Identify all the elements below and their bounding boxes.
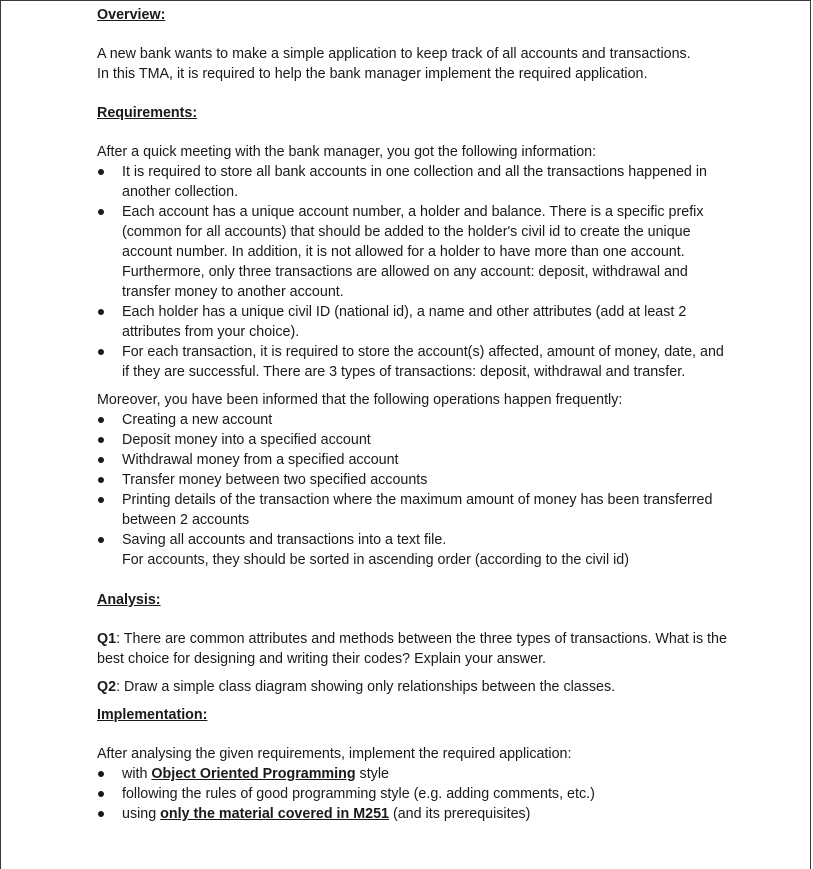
implementation-heading: Implementation: (97, 707, 208, 723)
operations-intro: Moreover, you have been informed that the following operations happen frequently: (97, 392, 623, 408)
q2-text: : Draw a simple class diagram showing only relationships between the classes. (116, 679, 616, 695)
implementation-item (97, 804, 727, 824)
impl-b1-pre: with (122, 766, 152, 782)
analysis-q1 (97, 629, 727, 669)
operation-item: Deposit money into a specified account (97, 430, 727, 450)
requirement-item: Each account has a unique account number, a holder and balance. There is a specific prefix (common for all accounts) that should be added to the holder's civil id to create the unique account number. In addition, it is not allowed for a holder to have more than one account. Furthermore, only three transactions are allowed on any account: deposit, withdrawal and transfer money to another account. (97, 202, 727, 302)
document-body (97, 5, 727, 824)
analysis-q2 (97, 677, 727, 697)
analysis-heading: Analysis: (97, 592, 161, 608)
overview-heading: Overview: (97, 7, 166, 23)
q1-text: : There are common attributes and methods between the three types of transactions. What is the best choice for designing and writing their codes? Explain your answer. (97, 631, 727, 667)
operation-item: Printing details of the transaction where the maximum amount of money has been transferred between 2 accounts (97, 490, 727, 530)
implementation-intro: After analysing the given requirements, implement the required application: (97, 746, 572, 762)
impl-b3-pre: using (122, 806, 161, 822)
operation-item: Transfer money between two specified accounts (97, 470, 727, 490)
operation-item: Creating a new account (97, 410, 727, 430)
impl-b1-emph: Object Oriented Programming (151, 766, 356, 782)
q1-label: Q1 (97, 631, 117, 647)
operation-item: Saving all accounts and transactions into a text file. (97, 530, 727, 550)
requirement-item: For each transaction, it is required to store the account(s) affected, amount of money, date, and if they are successful. There are 3 types of transactions: deposit, withdrawal and transfer. (97, 342, 727, 382)
implementation-item (97, 764, 727, 784)
impl-b3-post: (and its prerequisites) (389, 806, 531, 822)
implementation-list (97, 764, 727, 824)
overview-text-line1: A new bank wants to make a simple application to keep track of all accounts and transactions. (97, 46, 691, 62)
impl-b3-emph: only the material covered in M251 (160, 806, 389, 822)
q2-label: Q2 (97, 679, 117, 695)
implementation-item: following the rules of good programming style (e.g. adding comments, etc.) (97, 784, 727, 804)
requirements-intro: After a quick meeting with the bank manager, you got the following information: (97, 144, 597, 160)
operations-list (97, 410, 727, 550)
overview-text-line2: In this TMA, it is required to help the bank manager implement the required application. (97, 66, 648, 82)
requirements-heading: Requirements: (97, 105, 198, 121)
operation-item: Withdrawal money from a specified account (97, 450, 727, 470)
requirement-item: It is required to store all bank accounts in one collection and all the transactions happened in another collection. (97, 162, 727, 202)
requirements-list (97, 162, 727, 382)
requirement-item: Each holder has a unique civil ID (national id), a name and other attributes (add at least 2 attributes from your choice). (97, 302, 727, 342)
operations-note: For accounts, they should be sorted in ascending order (according to the civil id) (122, 552, 630, 568)
impl-b1-post: style (355, 766, 389, 782)
